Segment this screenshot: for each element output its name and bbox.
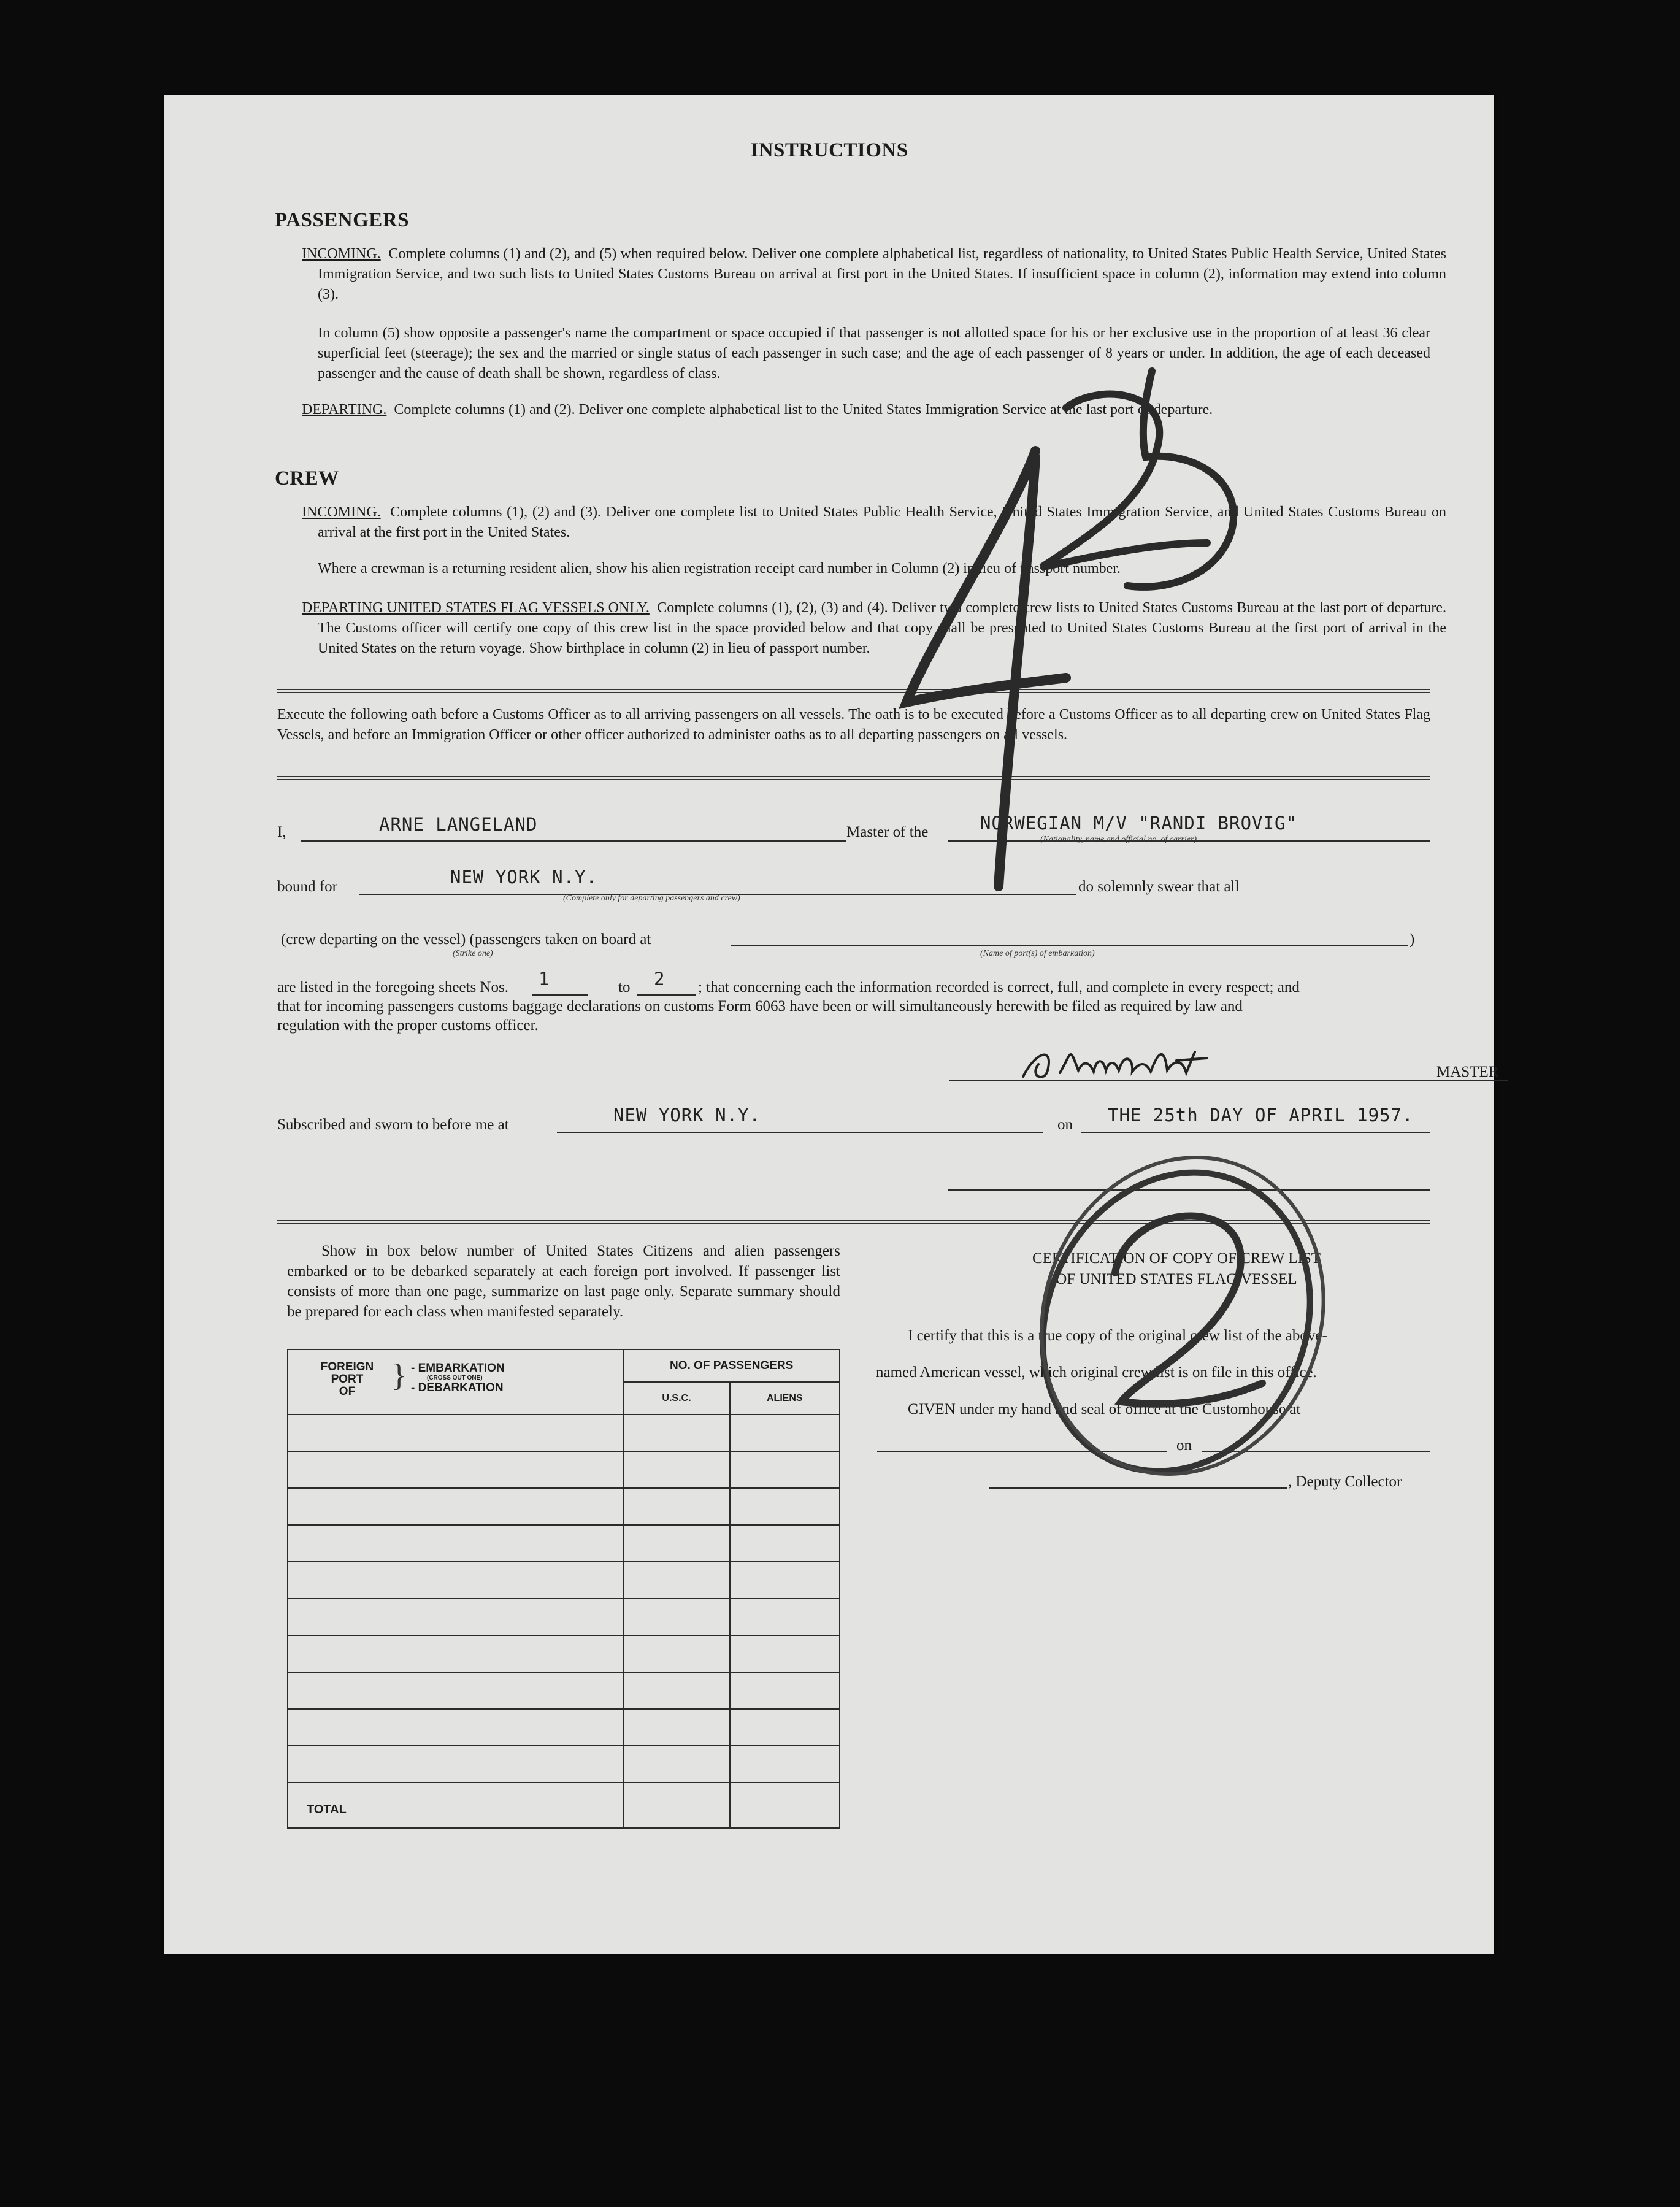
- port-header-line1: FOREIGN: [320, 1361, 374, 1373]
- crew-heading: CREW: [275, 467, 339, 489]
- port-cell[interactable]: [288, 1451, 623, 1488]
- aliens-cell[interactable]: [730, 1414, 840, 1451]
- aliens-cell[interactable]: [730, 1525, 840, 1562]
- crew-incoming-paragraph: [302, 502, 1446, 543]
- subscribed-label: Subscribed and sworn to before me at: [277, 1116, 509, 1133]
- passengers-incoming-paragraph: [302, 244, 1446, 305]
- aliens-cell[interactable]: [730, 1709, 840, 1746]
- circled-number-annotation: [974, 1113, 1403, 1604]
- aliens-cell[interactable]: [730, 1562, 840, 1599]
- bound-for-caption: (Complete only for departing passengers and crew): [563, 894, 740, 903]
- certification-date-line[interactable]: [1202, 1451, 1430, 1452]
- table-row: [288, 1672, 840, 1709]
- aliens-cell[interactable]: [730, 1599, 840, 1635]
- sworn-on-label: on: [1057, 1116, 1073, 1133]
- usc-cell[interactable]: [623, 1488, 729, 1525]
- passengers-column5-paragraph: In column (5) show opposite a passenger's name the compartment or space occupied if that passenger is not allotted space for his or her exclusive use in the proportion of at least 36 clear superficial feet (steerage); the sex and the married or single status of each passenger in such case; and the age of each passenger of 8 years or under. In addition, the age of each deceased passenger and the cause of death shall be shown, regardless of class.: [318, 325, 1430, 382]
- usc-total-cell[interactable]: [623, 1783, 729, 1828]
- passengers-departing-text: Complete columns (1) and (2). Deliver one complete alphabetical list to the United States Immigration Service at the last port of departure.: [394, 402, 1213, 418]
- port-cell[interactable]: [288, 1488, 623, 1525]
- usc-cell[interactable]: [623, 1635, 729, 1672]
- sheet-from-line: [532, 994, 588, 996]
- statement-line2: that for incoming passengers customs baggage declarations on customs Form 6063 have been or will simultaneously herewith be filed as required by law and: [277, 998, 1243, 1015]
- port-cell[interactable]: [288, 1709, 623, 1746]
- certification-heading: [956, 1248, 1397, 1290]
- port-cell[interactable]: [288, 1672, 623, 1709]
- table-row: [288, 1599, 840, 1635]
- table-row: [288, 1525, 840, 1562]
- master-signature: [1011, 1034, 1232, 1089]
- certification-line1: I certify that this is a true copy of the original crew list of the above-: [908, 1327, 1327, 1344]
- page-title: INSTRUCTIONS: [750, 139, 908, 161]
- oath-divider: [277, 776, 1430, 780]
- bound-for-value: NEW YORK N.Y.: [450, 867, 597, 888]
- crew-departing-text: Complete columns (1), (2), (3) and (4). Deliver two complete crew lists to United States Customs Bureau at the last port of departure. The Customs officer will certify one copy of this crew list in the space provided below and that copy shall be presented to United States Customs Bureau at the first port of arrival in the United States on the return voyage. Show birthplace in column (2) in lieu of passport number.: [318, 600, 1446, 656]
- oath-intro-paragraph: Execute the following oath before a Customs Officer as to all arriving passengers on all vessels. The oath is to be executed before a Customs Officer as to all departing crew on United States Flag Vessels, and before an Immigration Officer or other officer authorized to administer oaths as to all departing passengers on all vessels.: [277, 707, 1430, 743]
- aliens-total-cell[interactable]: [730, 1783, 840, 1828]
- port-caption: (Name of port(s) of embarkation): [980, 949, 1095, 958]
- port-cell[interactable]: [288, 1414, 623, 1451]
- crew-incoming-text: Complete columns (1), (2) and (3). Deliver one complete list to United States Public Health Service, United States Immigration Service, and United States Customs Bureau on arrival at the first port in the United States.: [318, 504, 1447, 540]
- crew-departing-paragraph: [302, 598, 1446, 659]
- sworn-place-value: NEW YORK N.Y.: [613, 1105, 761, 1126]
- deputy-collector-label: , Deputy Collector: [1288, 1473, 1402, 1490]
- passengers-departing-paragraph: [302, 400, 1446, 420]
- table-row: [288, 1709, 840, 1746]
- summary-instructions: Show in box below number of United States Citizens and alien passengers embarked or to be debarked separately at each foreign port involved. If passenger list consists of more than one page, summarize on last page only. Separate summary should be prepared for each class when manifested separately.: [287, 1243, 840, 1320]
- usc-cell[interactable]: [623, 1746, 729, 1783]
- total-label: TOTAL: [288, 1783, 623, 1828]
- to-label: to: [618, 979, 631, 996]
- passengers-incoming-text: Complete columns (1) and (2), and (5) when required below. Deliver one complete alphabetical list, regardless of nationality, to United States Public Health Service, United States Immigration Service, and two such lists to United States Customs Bureau on arrival at first port in the United States. If insufficient space in column (2), information may extend into column (3).: [318, 246, 1447, 302]
- passenger-summary-table: [287, 1349, 840, 1829]
- master-of-label: Master of the: [846, 824, 929, 840]
- sworn-place-line: [557, 1132, 1043, 1133]
- sheet-to-value: 2: [654, 969, 665, 989]
- usc-cell[interactable]: [623, 1414, 729, 1451]
- port-cell[interactable]: [288, 1525, 623, 1562]
- cross-out-label: (CROSS OUT ONE): [427, 1375, 483, 1381]
- statement-rest: ; that concerning each the information recorded is correct, full, and complete in every respect; and: [698, 979, 1300, 996]
- swear-label: do solemnly swear that all: [1078, 878, 1240, 895]
- embarkation-label: - EMBARKATION: [411, 1362, 505, 1375]
- port-header-line2: PORT: [331, 1373, 364, 1386]
- table-row: [288, 1562, 840, 1599]
- passengers-incoming-lead: INCOMING.: [302, 246, 381, 262]
- form-page: [164, 95, 1499, 1954]
- sheet-from-value: 1: [539, 969, 550, 989]
- brace-glyph: }: [391, 1358, 407, 1393]
- crew-resident-paragraph: Where a crewman is a returning resident alien, show his alien registration receipt card number in Column (2) in lieu of passport number.: [318, 561, 1121, 577]
- aliens-cell[interactable]: [730, 1488, 840, 1525]
- usc-header: U.S.C.: [623, 1382, 729, 1414]
- certification-line3: GIVEN under my hand and seal of office at the Customhouse at: [908, 1401, 1301, 1418]
- passengers-departing-lead: DEPARTING.: [302, 402, 387, 418]
- master-label: MASTER: [1436, 1064, 1499, 1080]
- master-name-line: [301, 840, 846, 842]
- passengers-heading: PASSENGERS: [275, 209, 409, 231]
- crew-departing-label: (crew departing on the vessel) (passengers taken on board at: [281, 931, 651, 948]
- sworn-date-value: THE 25th DAY OF APRIL 1957.: [1108, 1105, 1414, 1126]
- listed-label: are listed in the foregoing sheets Nos.: [277, 979, 508, 996]
- usc-cell[interactable]: [623, 1562, 729, 1599]
- vessel-value: NORWEGIAN M/V "RANDI BROVIG": [980, 813, 1297, 834]
- port-cell[interactable]: [288, 1746, 623, 1783]
- usc-cell[interactable]: [623, 1451, 729, 1488]
- aliens-cell[interactable]: [730, 1672, 840, 1709]
- aliens-header: ALIENS: [730, 1382, 840, 1414]
- master-name-value: ARNE LANGELAND: [379, 814, 538, 835]
- embarkation-port-line: [731, 945, 1408, 946]
- no-of-passengers-header: NO. OF PASSENGERS: [623, 1349, 840, 1382]
- debarkation-label: - DEBARKATION: [411, 1381, 504, 1394]
- vessel-caption: (Nationality, name and official no. of carrier): [1040, 835, 1197, 844]
- crew-departing-lead: DEPARTING UNITED STATES FLAG VESSELS ONLY.: [302, 600, 650, 616]
- table-row: [288, 1488, 840, 1525]
- certification-heading-line1: CERTIFICATION OF COPY OF CREW LIST: [1032, 1250, 1321, 1267]
- certification-heading-line2: OF UNITED STATES FLAG VESSEL: [1056, 1271, 1297, 1288]
- crew-incoming-lead: INCOMING.: [302, 504, 381, 520]
- customhouse-line[interactable]: [877, 1451, 1167, 1452]
- table-row: [288, 1451, 840, 1488]
- port-cell[interactable]: [288, 1599, 623, 1635]
- total-row: [288, 1783, 840, 1828]
- deputy-collector-line[interactable]: [989, 1487, 1287, 1489]
- aliens-cell[interactable]: [730, 1451, 840, 1488]
- port-cell[interactable]: [288, 1635, 623, 1672]
- sheet-to-line: [637, 994, 696, 996]
- table-row: [288, 1635, 840, 1672]
- close-paren: ): [1410, 931, 1415, 948]
- bound-for-label: bound for: [277, 878, 337, 895]
- oath-i-label: I,: [277, 824, 286, 840]
- table-row: [288, 1414, 840, 1451]
- aliens-cell[interactable]: [730, 1746, 840, 1783]
- officer-signature-line: [948, 1189, 1430, 1191]
- usc-cell[interactable]: [623, 1709, 729, 1746]
- section-divider: [277, 689, 1430, 693]
- port-column-header: [288, 1349, 623, 1414]
- sworn-date-line: [1081, 1132, 1430, 1133]
- usc-cell[interactable]: [623, 1525, 729, 1562]
- table-row: [288, 1746, 840, 1783]
- port-header-line3: OF: [339, 1385, 356, 1398]
- usc-cell[interactable]: [623, 1599, 729, 1635]
- aliens-cell[interactable]: [730, 1635, 840, 1672]
- bottom-divider: [277, 1220, 1430, 1224]
- strike-caption: (Strike one): [453, 949, 493, 958]
- statement-line3: regulation with the proper customs officer.: [277, 1017, 539, 1034]
- usc-cell[interactable]: [623, 1672, 729, 1709]
- certification-line2: named American vessel, which original crew list is on file in this office.: [876, 1364, 1317, 1381]
- port-cell[interactable]: [288, 1562, 623, 1599]
- certification-on-label: on: [1176, 1437, 1192, 1454]
